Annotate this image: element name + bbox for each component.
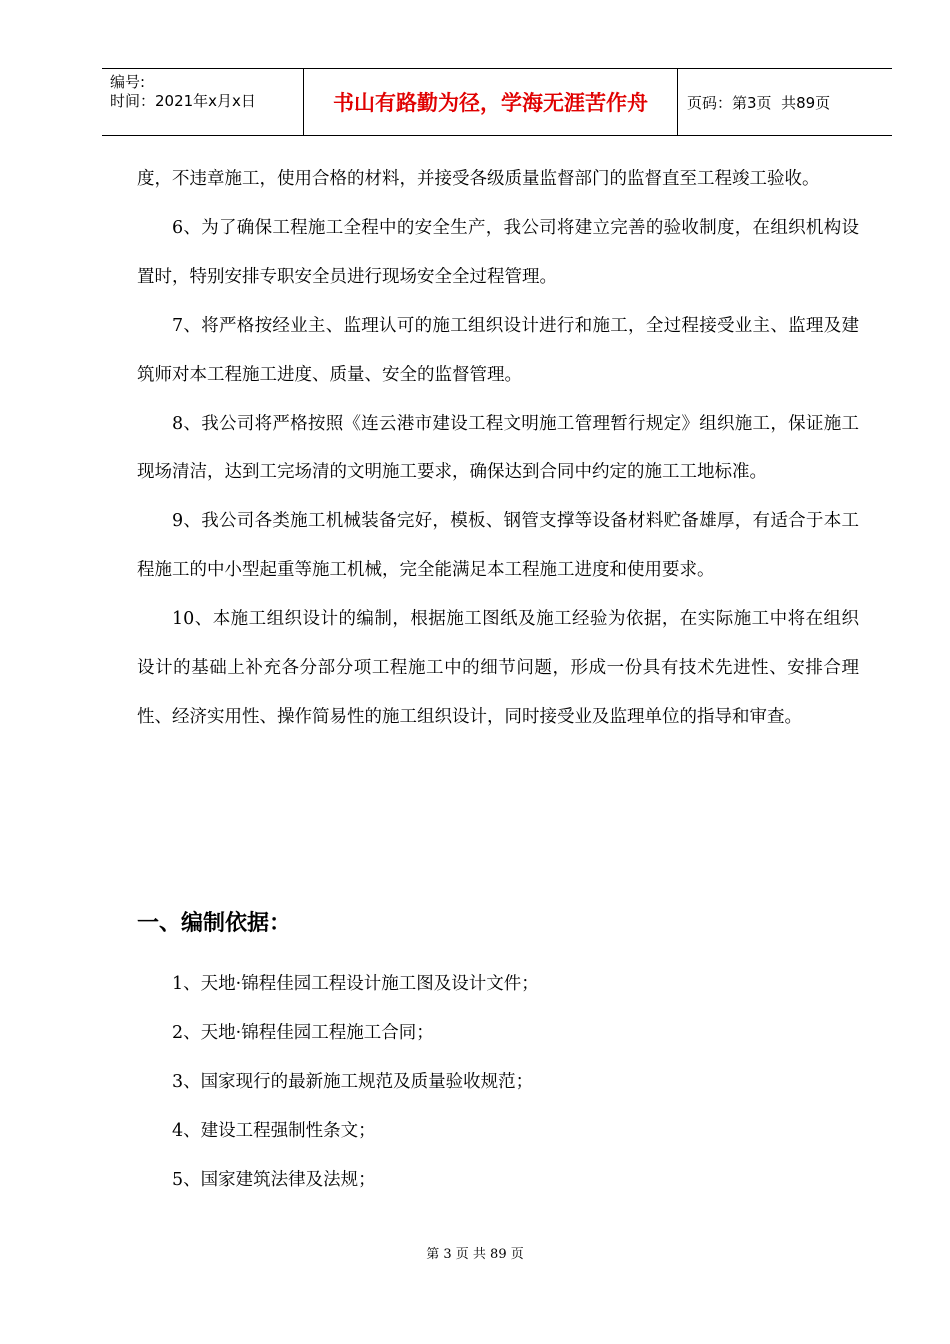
section-heading: 一、编制依据： (137, 911, 292, 936)
paragraph-10: 10、本施工组织设计的编制，根据施工图纸及施工经验为依据，在实际施工中将在组织设计的基础上补充各分部分项工程施工中的细节问题，形成一份具有技术先进性、安排合理性、经济实用性、操作简易性的施工组织设计，同时接受业及监理单位的指导和审查。 (137, 609, 859, 727)
paragraph-continuation: 度，不违章施工，使用合格的材料，并接受各级质量监督部门的监督直至工程竣工验收。 (137, 169, 820, 189)
motto-text: 书山有路勤为径，学海无涯苦作舟 (333, 91, 648, 115)
paragraph-9: 9、我公司各类施工机械装备完好，模板、钢管支撑等设备材料贮备雄厚，有适合于本工程施工的中小型起重等施工机械，完全能满足本工程施工进度和使用要求。 (137, 511, 859, 581)
header-page-cell (678, 69, 892, 135)
list-item: 2、天地·锦程佳园工程施工合同； (172, 1022, 434, 1043)
footer-page-number: 第 3 页 共 89 页 (426, 1247, 524, 1262)
list-item: 3、国家现行的最新施工规范及质量验收规范； (172, 1071, 534, 1092)
list-item: 4、建设工程强制性条文； (172, 1120, 376, 1141)
header-motto-cell (304, 69, 678, 135)
paragraph-6: 6、为了确保工程施工全程中的安全生产，我公司将建立完善的验收制度，在组织机构设置时，特别安排专职安全员进行现场安全全过程管理。 (137, 217, 859, 287)
basis-list (137, 960, 859, 1205)
paragraph-8: 8、我公司将严格按照《连云港市建设工程文明施工管理暂行规定》组织施工，保证施工现场清洁，达到工完场清的文明施工要求，确保达到合同中约定的施工工地标准。 (137, 413, 859, 483)
body-paragraphs (137, 155, 859, 742)
document-header (102, 68, 892, 136)
time-label: 时间：2021年x月x日 (110, 92, 256, 110)
list-item: 1、天地·锦程佳园工程设计施工图及设计文件； (172, 974, 539, 994)
header-page-info: 页码：第3页 共89页 (687, 93, 831, 112)
list-item: 5、国家建筑法律及法规； (172, 1169, 376, 1190)
header-meta-cell (102, 69, 304, 135)
page-footer (0, 1243, 950, 1262)
number-label: 编号: (110, 73, 146, 91)
paragraph-7: 7、将严格按经业主、监理认可的施工组织设计进行和施工，全过程接受业主、监理及建筑师对本工程施工进度、质量、安全的监督管理。 (137, 315, 859, 385)
